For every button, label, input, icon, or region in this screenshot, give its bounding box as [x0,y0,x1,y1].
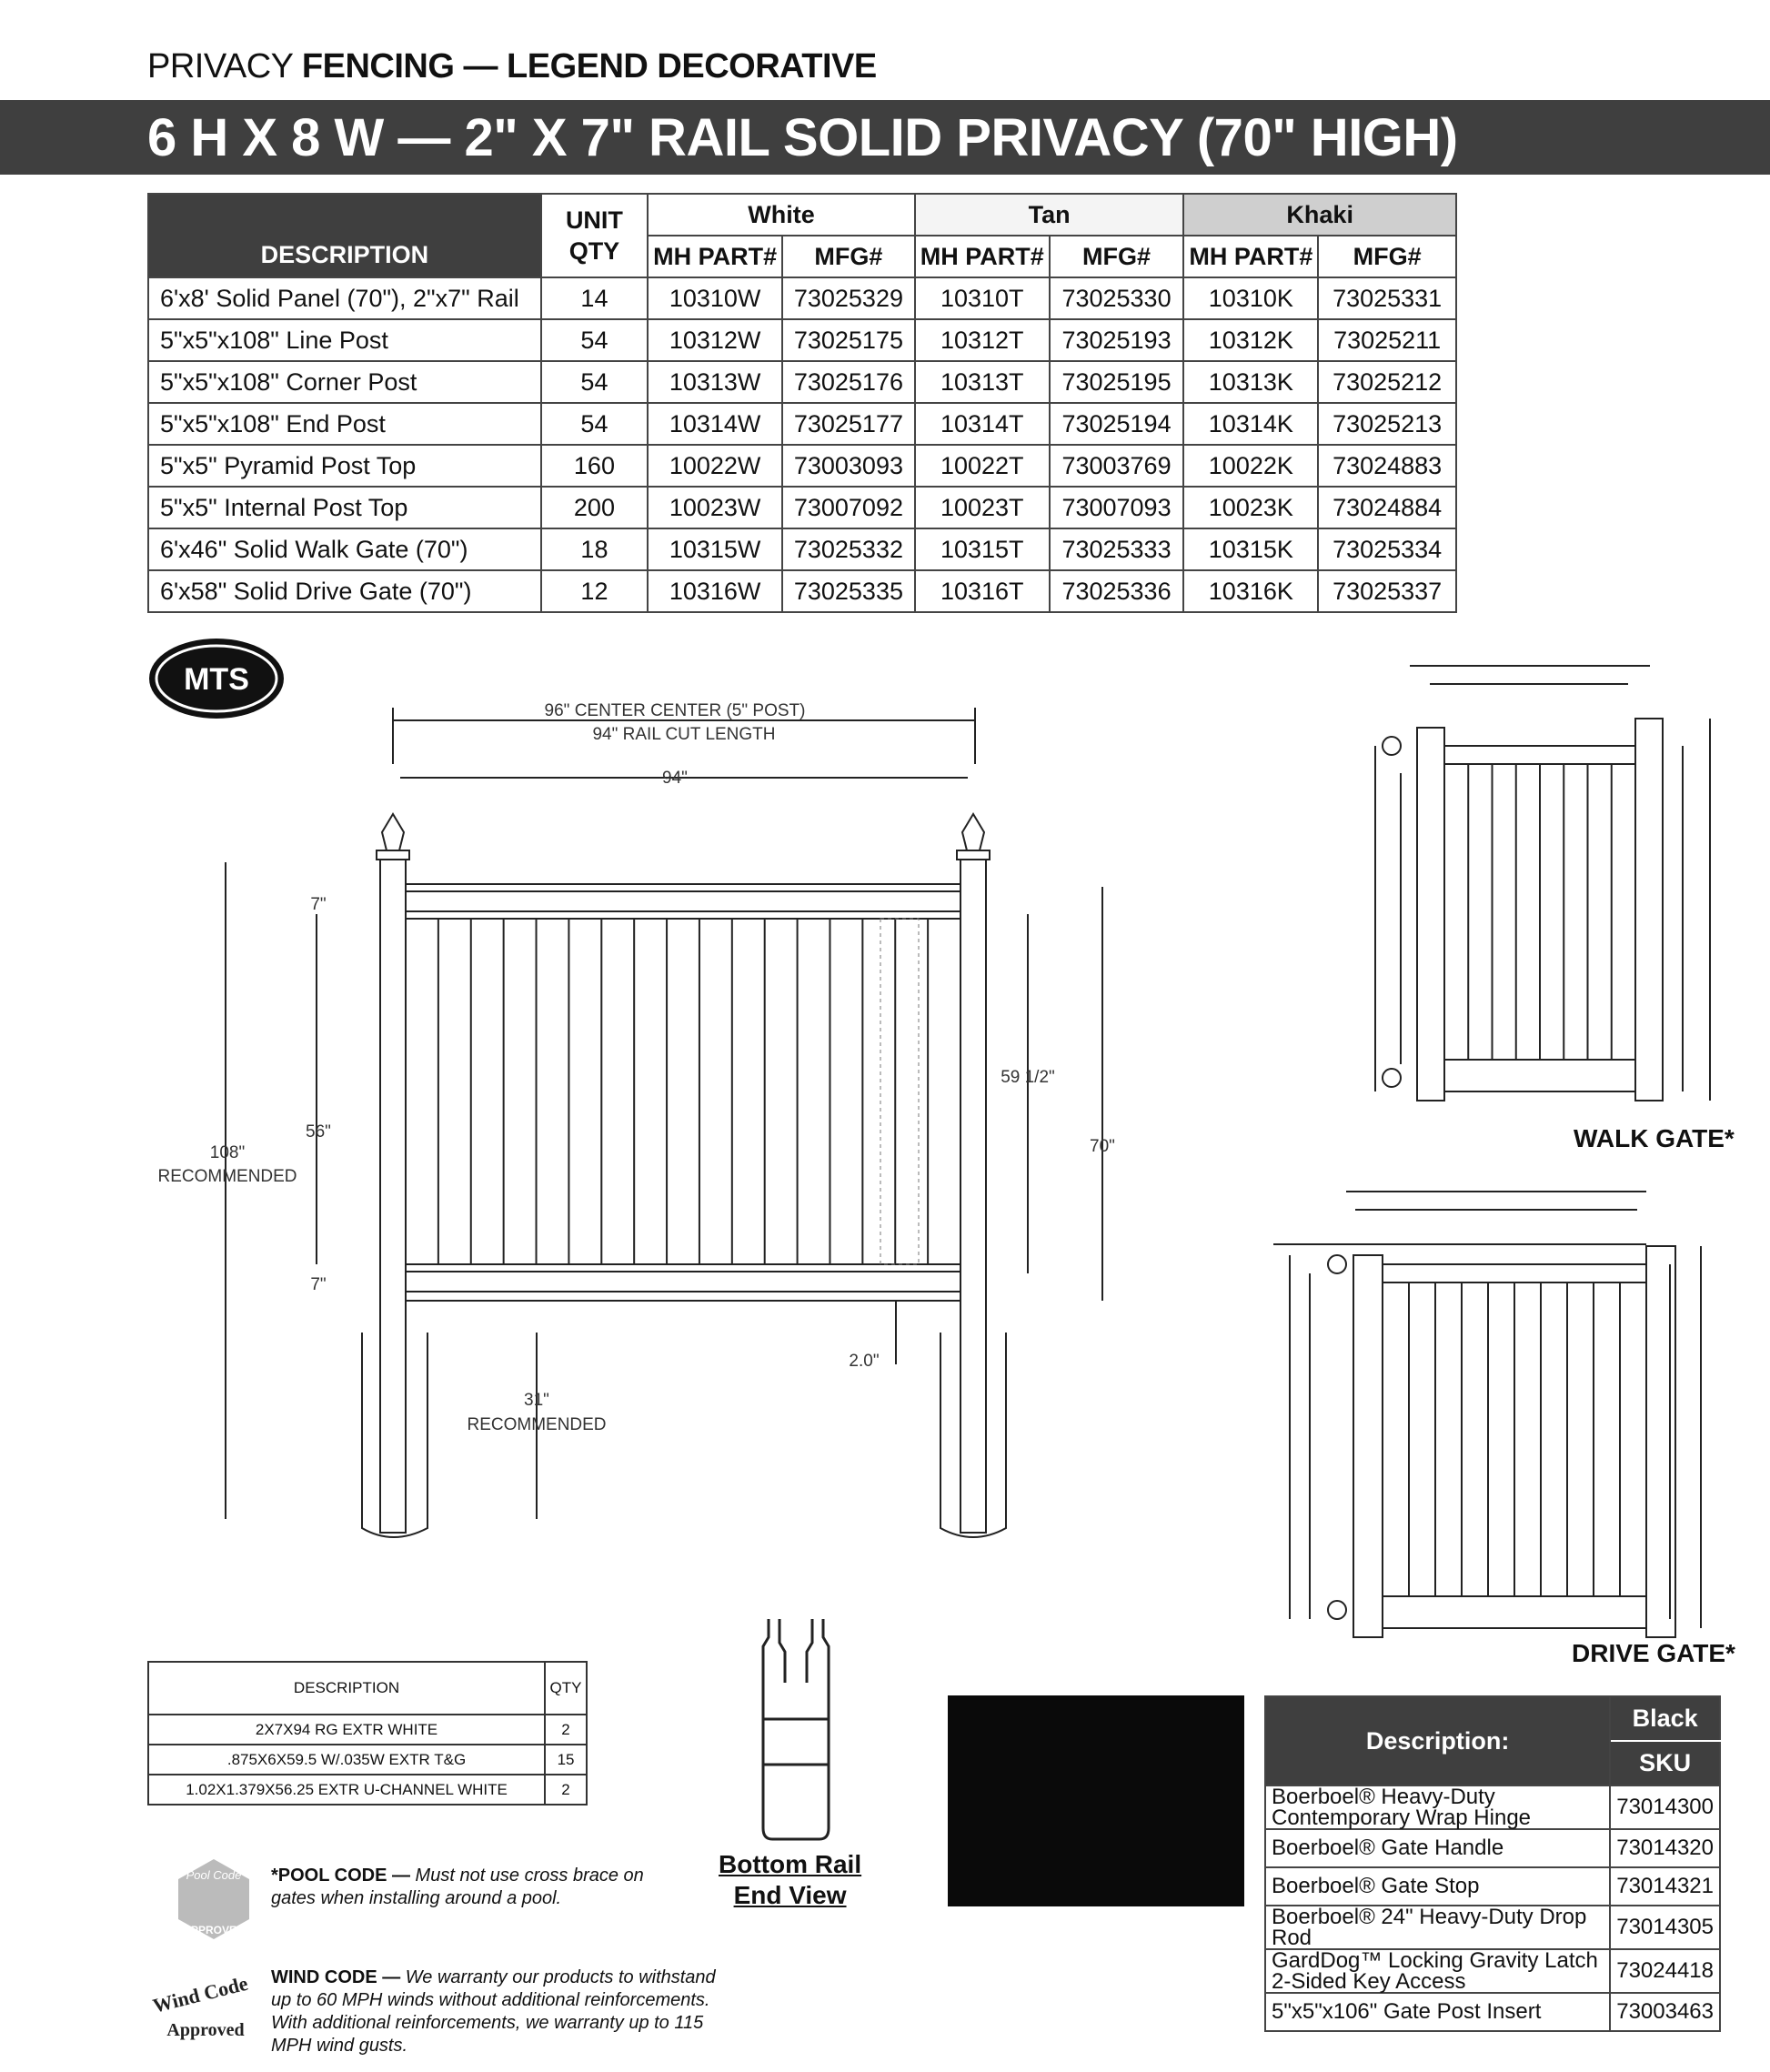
cell-k-mh: 10316K [1183,570,1318,612]
page-title: 6 H X 8 W — 2" X 7" RAIL SOLID PRIVACY (70" HIGH) [147,108,1458,167]
table-row [148,445,1456,487]
cell-w-mh: 10316W [648,570,782,612]
table-row [148,528,1456,570]
cell-t-mfg: 73025194 [1050,403,1184,445]
dim-center-center: 96" CENTER CENTER (5" POST) [544,701,806,720]
category-title: FENCING — LEGEND DECORATIVE [301,47,877,85]
cell-w-mh: 10313W [648,361,782,403]
table-row [148,487,1456,528]
bottom-rail-end-view [759,1610,832,1846]
cell-qty: 12 [541,570,648,612]
cell-desc: 5"x5"x108" End Post [148,403,541,445]
cell-qty: 14 [541,277,648,319]
hardware-desc: 5"x5"x106" Gate Post Insert [1265,1993,1610,2031]
table-row [148,570,1456,612]
cell-qty: 200 [541,487,648,528]
hardware-sku-table [1264,1695,1721,2032]
dim-gap: 2.0" [849,1352,880,1371]
cell-t-mh: 10314T [915,403,1050,445]
black-header: Black [1610,1696,1720,1741]
hardware-desc: Boerboel® 24" Heavy-Duty Drop Rod [1265,1906,1610,1949]
cell-k-mfg: 73025211 [1318,319,1456,361]
cell-t-mh: 10310T [915,277,1050,319]
mfg-header: MFG# [1318,236,1456,277]
cell-k-mfg: 73024883 [1318,445,1456,487]
table-row [148,319,1456,361]
hardware-sku: 73014321 [1610,1867,1720,1906]
walk-gate-label: WALK GATE* [1574,1124,1735,1152]
components-table [147,1661,588,1805]
dim-108: 108" [209,1143,246,1162]
cell-t-mh: 10315T [915,528,1050,570]
table-row [1265,1906,1720,1949]
hardware-sku: 73024418 [1610,1949,1720,1993]
component-desc: 2X7X94 RG EXTR WHITE [148,1715,545,1745]
drive-gate-diagram [1264,1173,1728,1646]
rail-label-line1: Bottom Rail [719,1850,862,1878]
table-row [148,1745,587,1775]
cell-desc: 6'x46" Solid Walk Gate (70") [148,528,541,570]
category-prefix: PRIVACY [147,47,302,85]
cell-w-mfg: 73025175 [782,319,915,361]
cell-w-mh: 10022W [648,445,782,487]
cell-k-mfg: 73024884 [1318,487,1456,528]
cell-desc: 5"x5" Pyramid Post Top [148,445,541,487]
cell-k-mfg: 73025213 [1318,403,1456,445]
cell-k-mh: 10313K [1183,361,1318,403]
dim-108-label: RECOMMENDED [157,1167,297,1186]
cell-t-mfg: 73025336 [1050,570,1184,612]
mh-part-header: MH PART# [1183,236,1318,277]
sku-desc-header: Description: [1265,1696,1610,1785]
walk-gate-diagram [1328,655,1728,1119]
sku-header: SKU [1610,1741,1720,1785]
table-row [1265,1785,1720,1829]
mh-part-header: MH PART# [915,236,1050,277]
table-row [148,277,1456,319]
wind-code-badge [151,1965,251,2047]
cell-k-mfg: 73025331 [1318,277,1456,319]
cell-t-mfg: 73025330 [1050,277,1184,319]
cell-w-mfg: 73025329 [782,277,915,319]
cell-w-mh: 10314W [648,403,782,445]
hardware-sku: 73014320 [1610,1829,1720,1867]
component-desc: .875X6X59.5 W/.035W EXTR T&G [148,1745,545,1775]
cell-desc: 6'x58" Solid Drive Gate (70") [148,570,541,612]
dim-31-label: RECOMMENDED [467,1415,607,1434]
cell-t-mfg: 73025193 [1050,319,1184,361]
hardware-sku: 73003463 [1610,1993,1720,2031]
dim-bottom-7: 7" [310,1275,327,1294]
table-row [1265,1949,1720,1993]
table-row [1265,1993,1720,2031]
table-row [148,1775,587,1805]
cell-qty: 54 [541,361,648,403]
khaki-header: Khaki [1183,194,1456,236]
cell-w-mfg: 73025335 [782,570,915,612]
pool-code-note: *POOL CODE — Must not use cross brace on gates when installing around a pool. [271,1866,644,1908]
cell-t-mfg: 73025333 [1050,528,1184,570]
description-header: DESCRIPTION [148,194,541,277]
mfg-header: MFG# [782,236,915,277]
component-qty: 2 [545,1715,587,1745]
hardware-desc: GardDog™ Locking Gravity Latch 2-Sided Key Access [1265,1949,1610,1993]
cell-w-mfg: 73025332 [782,528,915,570]
cell-k-mh: 10314K [1183,403,1318,445]
cell-k-mfg: 73025334 [1318,528,1456,570]
cell-t-mh: 10312T [915,319,1050,361]
unit-qty-header: UNIT QTY [541,194,648,277]
hardware-desc: Boerboel® Gate Stop [1265,1867,1610,1906]
cell-desc: 5"x5" Internal Post Top [148,487,541,528]
components-desc-header: DESCRIPTION [148,1662,545,1715]
component-qty: 2 [545,1775,587,1805]
tan-header: Tan [915,194,1184,236]
cell-k-mh: 10315K [1183,528,1318,570]
cell-w-mfg: 73003093 [782,445,915,487]
cell-qty: 160 [541,445,648,487]
svg-text:APPROVED: APPROVED [183,1924,245,1936]
white-header: White [648,194,915,236]
mfg-header: MFG# [1050,236,1184,277]
cell-k-mh: 10022K [1183,445,1318,487]
cell-w-mh: 10315W [648,528,782,570]
table-row [148,361,1456,403]
cell-t-mh: 10023T [915,487,1050,528]
dim-70: 70" [1090,1137,1115,1156]
cell-t-mh: 10022T [915,445,1050,487]
pool-code-badge [173,1856,255,1943]
cell-t-mfg: 73025195 [1050,361,1184,403]
cell-qty: 54 [541,403,648,445]
cell-desc: 5"x5"x108" Corner Post [148,361,541,403]
svg-text:Wind Code: Wind Code [150,1971,250,2017]
wind-code-note: WIND CODE — We warranty our products to withstand up to 60 MPH winds without additional reinforcements. With additional reinforcements, we warranty up to 115 MPH wind gusts. [271,1967,716,2056]
hardware-sku: 73014305 [1610,1906,1720,1949]
page-category [147,47,877,86]
cell-t-mfg: 73007093 [1050,487,1184,528]
dim-94: 94" [662,769,688,788]
component-desc: 1.02X1.379X56.25 EXTR U-CHANNEL WHITE [148,1775,545,1805]
parts-table [147,193,1457,613]
cell-w-mh: 10023W [648,487,782,528]
table-row [148,1715,587,1745]
cell-qty: 18 [541,528,648,570]
dim-59: 59 1/2" [1001,1068,1055,1087]
cell-desc: 5"x5"x108" Line Post [148,319,541,361]
logo-text: MTS [184,662,249,697]
cell-t-mfg: 73003769 [1050,445,1184,487]
dim-56: 56" [306,1122,331,1142]
svg-text:Pool Code: Pool Code [186,1868,242,1882]
cell-k-mh: 10312K [1183,319,1318,361]
hardware-desc: Boerboel® Heavy-Duty Contemporary Wrap Hinge [1265,1785,1610,1829]
cell-desc: 6'x8' Solid Panel (70"), 2"x7" Rail [148,277,541,319]
cell-w-mfg: 73025176 [782,361,915,403]
dim-top-7: 7" [310,895,327,914]
dim-31: 31" [524,1391,549,1410]
bottom-rail-label [719,1849,861,1911]
cell-k-mfg: 73025337 [1318,570,1456,612]
fence-panel-diagram [136,682,1115,1555]
rail-label-line2: End View [733,1881,847,1909]
cell-k-mfg: 73025212 [1318,361,1456,403]
hardware-sku: 73014300 [1610,1785,1720,1829]
cell-k-mh: 10023K [1183,487,1318,528]
cell-w-mh: 10310W [648,277,782,319]
cell-w-mh: 10312W [648,319,782,361]
svg-text:Approved: Approved [166,2020,245,2040]
drive-gate-label: DRIVE GATE* [1572,1639,1735,1667]
table-row [1265,1829,1720,1867]
table-row [1265,1867,1720,1906]
cell-t-mh: 10316T [915,570,1050,612]
cell-w-mfg: 73025177 [782,403,915,445]
mh-part-header: MH PART# [648,236,782,277]
cell-w-mfg: 73007092 [782,487,915,528]
component-qty: 15 [545,1745,587,1775]
cell-t-mh: 10313T [915,361,1050,403]
table-row [148,403,1456,445]
black-color-swatch [948,1695,1244,1906]
cell-qty: 54 [541,319,648,361]
cell-k-mh: 10310K [1183,277,1318,319]
hardware-desc: Boerboel® Gate Handle [1265,1829,1610,1867]
dim-rail-cut: 94" RAIL CUT LENGTH [592,725,776,744]
components-qty-header: QTY [545,1662,587,1715]
